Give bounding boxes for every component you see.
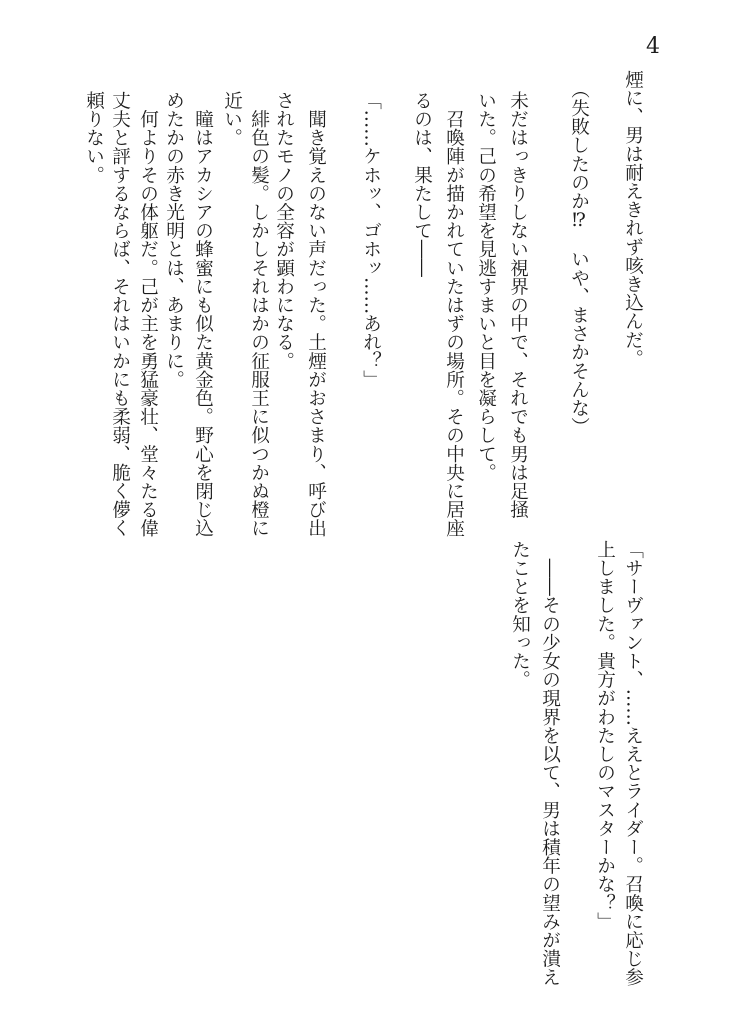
text-column: （失敗したのか⁉ いや、まさかそんな）	[568, 80, 590, 436]
text-column: されたモノの全容が顕わになる。	[273, 91, 295, 370]
page-number: 4	[646, 34, 660, 59]
text-column: めたかの赤き光明とは、あまりに。	[163, 91, 185, 389]
text-column: 「サーヴァント、……ええとライダー。召喚に応じ参	[622, 540, 644, 987]
text-column: 丈夫と評するならば、それはいかにも柔弱、脆く儚く	[109, 91, 131, 538]
text-column: いた。己の希望を見逃すまいと目を凝らして。	[475, 91, 497, 482]
text-column: 「……ケホッ、ゴホッ……あれ？」	[360, 91, 382, 389]
text-column: 近い。	[221, 91, 243, 147]
text-column: たことを知った。	[509, 540, 531, 689]
text-column: 何よりその体躯だ。己が主を勇猛豪壮、堂々たる偉	[137, 91, 159, 538]
text-column: ――その少女の現界を以て、男は積年の望みが潰え	[539, 540, 561, 987]
text-column: 召喚陣が描かれていたはずの場所。その中央に居座	[443, 91, 465, 538]
text-column: 未だはっきりしない視界の中で、それでも男は足掻	[507, 91, 529, 519]
text-column: るのは、果たして――	[411, 91, 433, 277]
text-column: 頼りない。	[83, 91, 105, 184]
text-column: 緋色の髪。しかしそれはかの征服王に似つかぬ橙に	[248, 91, 270, 538]
text-column: 瞳はアカシアの蜂蜜にも似た黄金色。野心を閉じ込	[192, 91, 214, 538]
text-column: 煙に、男は耐えきれず咳き込んだ。	[622, 70, 644, 368]
text-column: 聞き覚えのない声だった。土煙がおさまり、呼び出	[305, 91, 327, 538]
text-column: 上しました。貴方がわたしのマスターかな？」	[594, 540, 616, 931]
